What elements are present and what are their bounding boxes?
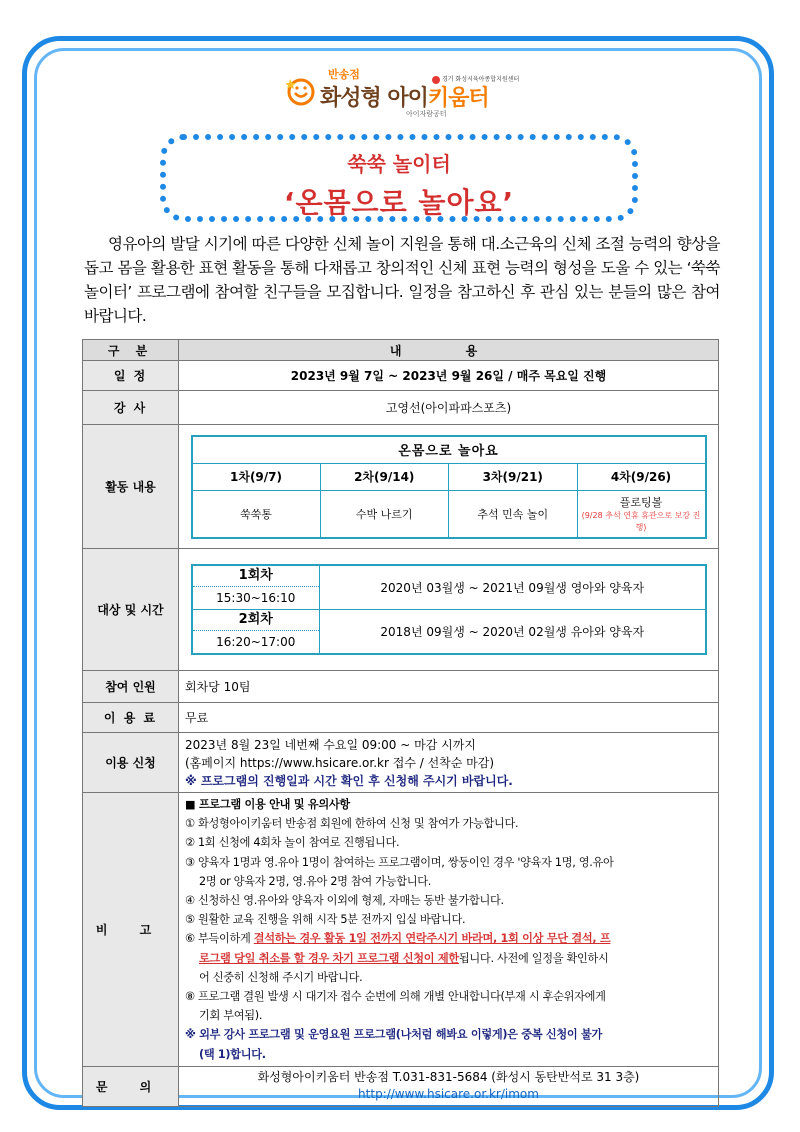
contact-label: 문 의 [83, 1066, 179, 1106]
fee-value: 무료 [179, 703, 719, 733]
target-table [191, 564, 707, 655]
notes-label: 비 고 [83, 793, 179, 1067]
page-title: ‘온몸으로 놀아요’ [283, 186, 515, 219]
note-item: ⑧ 프로그램 결원 발생 시 대기자 접수 순번에 의해 개별 안내합니다(부재 시 후순위자에게 [185, 990, 606, 1004]
apply-cell [179, 733, 719, 793]
target-row [192, 610, 706, 655]
note-item: 어 신중히 신청해 주시기 바랍니다. [199, 970, 363, 984]
logo-sub: 아이자람공터 [406, 110, 447, 118]
logo-name-part1: 화성형 아이 [320, 86, 428, 111]
contact-cell [179, 1066, 719, 1106]
target-label: 대상 및 시간 [83, 549, 179, 671]
participants-value: 회차당 10팀 [179, 671, 719, 703]
target-desc: 2020년 03월생 ~ 2021년 09월생 영아와 양육자 [320, 565, 706, 610]
logo [284, 64, 544, 122]
target-cell [179, 549, 719, 671]
target-session-cell [192, 610, 320, 655]
target-session-cell [192, 565, 320, 610]
notes-list [185, 793, 712, 1066]
activity-label: 활동 내용 [83, 425, 179, 549]
activity-session-head: 1차(9/7) [192, 463, 321, 490]
activity-title: 온몸으로 놀아요 [192, 436, 706, 464]
target-session: 1회차 [193, 566, 320, 587]
apply-site: (홈페이지 https://www.hsicare.or.kr 접수 / 선착순 마감) [185, 755, 495, 770]
intro-text: 영유아의 발달 시기에 따른 다양한 신체 놀이 지원을 통해 대.소근육의 신체 조절 능력의 향상을 돕고 몸을 활용한 표현 활동을 통해 다채롭고 창의적인 신체 표현 능력의 형성을 도울 수 있는 ‘쑥쑥 놀이터’ 프로그램에 참여할 친구들을 모집합니다. 일정을 참고하신 후 관심 있는 분들의 많은 참여 바랍니다. [84, 235, 720, 325]
activity-session-head: 2차(9/14) [320, 463, 449, 490]
col-header-content: 내 용 [179, 340, 719, 361]
apply-period: 2023년 8월 23일 네번째 수요일 09:00 ~ 마감 시까지 [185, 737, 476, 752]
apply-label: 이용 신청 [83, 733, 179, 793]
logo-branch: 반송점 [328, 68, 360, 81]
info-table [82, 339, 719, 1107]
title-sub: 쑥쑥 놀이터 [347, 152, 451, 176]
table-row [83, 549, 719, 671]
target-time: 15:30~16:10 [216, 591, 296, 605]
fee-label: 이 용 료 [83, 703, 179, 733]
instructor-label: 강 사 [83, 391, 179, 425]
logo-name-part2: 키움터 [427, 86, 489, 111]
note-text: 됩니다. 사전에 일정을 확인하시 [458, 951, 609, 965]
notes-heading: ■ 프로그램 이용 안내 및 유의사항 [185, 798, 350, 811]
activity-session-body: 추석 민속 놀이 [449, 490, 578, 538]
activity-cell [179, 425, 719, 549]
note-item-6 [185, 929, 712, 948]
note-item-6b [185, 949, 712, 968]
instructor-value: 고영선(아이파파스포츠) [179, 391, 719, 425]
note-item: ⑤ 원활한 교육 진행을 위해 시작 5분 전까지 입실 바랍니다. [185, 913, 466, 927]
table-row [83, 733, 719, 793]
partner-name: 경기 화성시육아종합지원센터 [442, 76, 520, 83]
note-item: ④ 신청하신 영.유아와 양육자 이외에 형제, 자매는 동반 불가합니다. [185, 894, 504, 908]
note-item: ③ 양육자 1명과 영.유아 1명이 참여하는 프로그램이며, 쌍둥이인 경우 '양육자 1명, 영.유아 [185, 855, 614, 869]
note-warning: 로그램 당일 취소를 할 경우 차기 프로그램 신청이 제한 [199, 951, 459, 965]
note-item: ※ 외부 강사 프로그램 및 운영요원 프로그램(나처럼 해봐요 이렇게)은 중복 신청이 불가 [185, 1028, 602, 1042]
activity-title-row [192, 436, 706, 464]
notes-cell [179, 793, 719, 1067]
activity-session-head: 4차(9/26) [577, 463, 706, 490]
apply-notice: ※ 프로그램의 진행일과 시간 확인 후 신청해 주시기 바랍니다. [185, 773, 513, 788]
table-header-row [83, 340, 719, 361]
note-item: (택 1)합니다. [199, 1047, 266, 1061]
note-warning: 결석하는 경우 활동 1일 전까지 연락주시기 바라며, 1회 이상 무단 결석, 프 [253, 932, 611, 946]
table-row [83, 361, 719, 391]
participants-label: 참여 인원 [83, 671, 179, 703]
target-session: 2회차 [193, 610, 320, 631]
title-box [160, 134, 638, 222]
activity-session-head: 3차(9/21) [449, 463, 578, 490]
contact-info: 화성형아이키움터 반송점 T.031-831-5684 (화성시 동탄반석로 31 3층) [257, 1070, 640, 1085]
table-row [83, 671, 719, 703]
activity-note: (9/28 추석 연휴 휴관으로 보강 진행) [581, 510, 701, 532]
target-row [192, 565, 706, 610]
note-item: 2명 or 양육자 2명, 영.유아 2명 참여 가능합니다. [199, 874, 431, 888]
schedule-label: 일 정 [83, 361, 179, 391]
smile-icon [286, 76, 316, 106]
table-row [83, 703, 719, 733]
contact-link[interactable]: http://www.hsicare.or.kr/imom [358, 1087, 539, 1102]
table-row [83, 793, 719, 1067]
activity-session-body-4 [577, 490, 706, 538]
logo-name [320, 81, 489, 112]
target-time: 16:20~17:00 [216, 635, 296, 649]
note-item: ① 화성형아이키움터 반송점 회원에 한하여 신청 및 참여가 가능합니다. [185, 817, 519, 831]
schedule-value: 2023년 9월 7일 ~ 2023년 9월 26일 / 매주 목요일 진행 [179, 361, 719, 391]
table-row [83, 391, 719, 425]
note-text: ⑥ 부득이하게 [185, 932, 254, 946]
activity-head-row [192, 463, 706, 490]
activity-table [191, 435, 707, 539]
table-row [83, 425, 719, 549]
note-item: 기회 부여됨). [199, 1009, 263, 1023]
col-header-category: 구 분 [83, 340, 179, 361]
target-desc: 2018년 09월생 ~ 2020년 02월생 유아와 양육자 [320, 610, 706, 655]
activity-session-body: 쑥쑥통 [192, 490, 321, 538]
activity-body-row [192, 490, 706, 538]
activity-session-body: 수박 나르기 [320, 490, 449, 538]
table-row [83, 1066, 719, 1106]
activity-session-body: 플로팅볼 [619, 495, 663, 509]
note-item: ② 1회 신청에 4회차 놀이 참여로 진행됩니다. [185, 836, 400, 850]
